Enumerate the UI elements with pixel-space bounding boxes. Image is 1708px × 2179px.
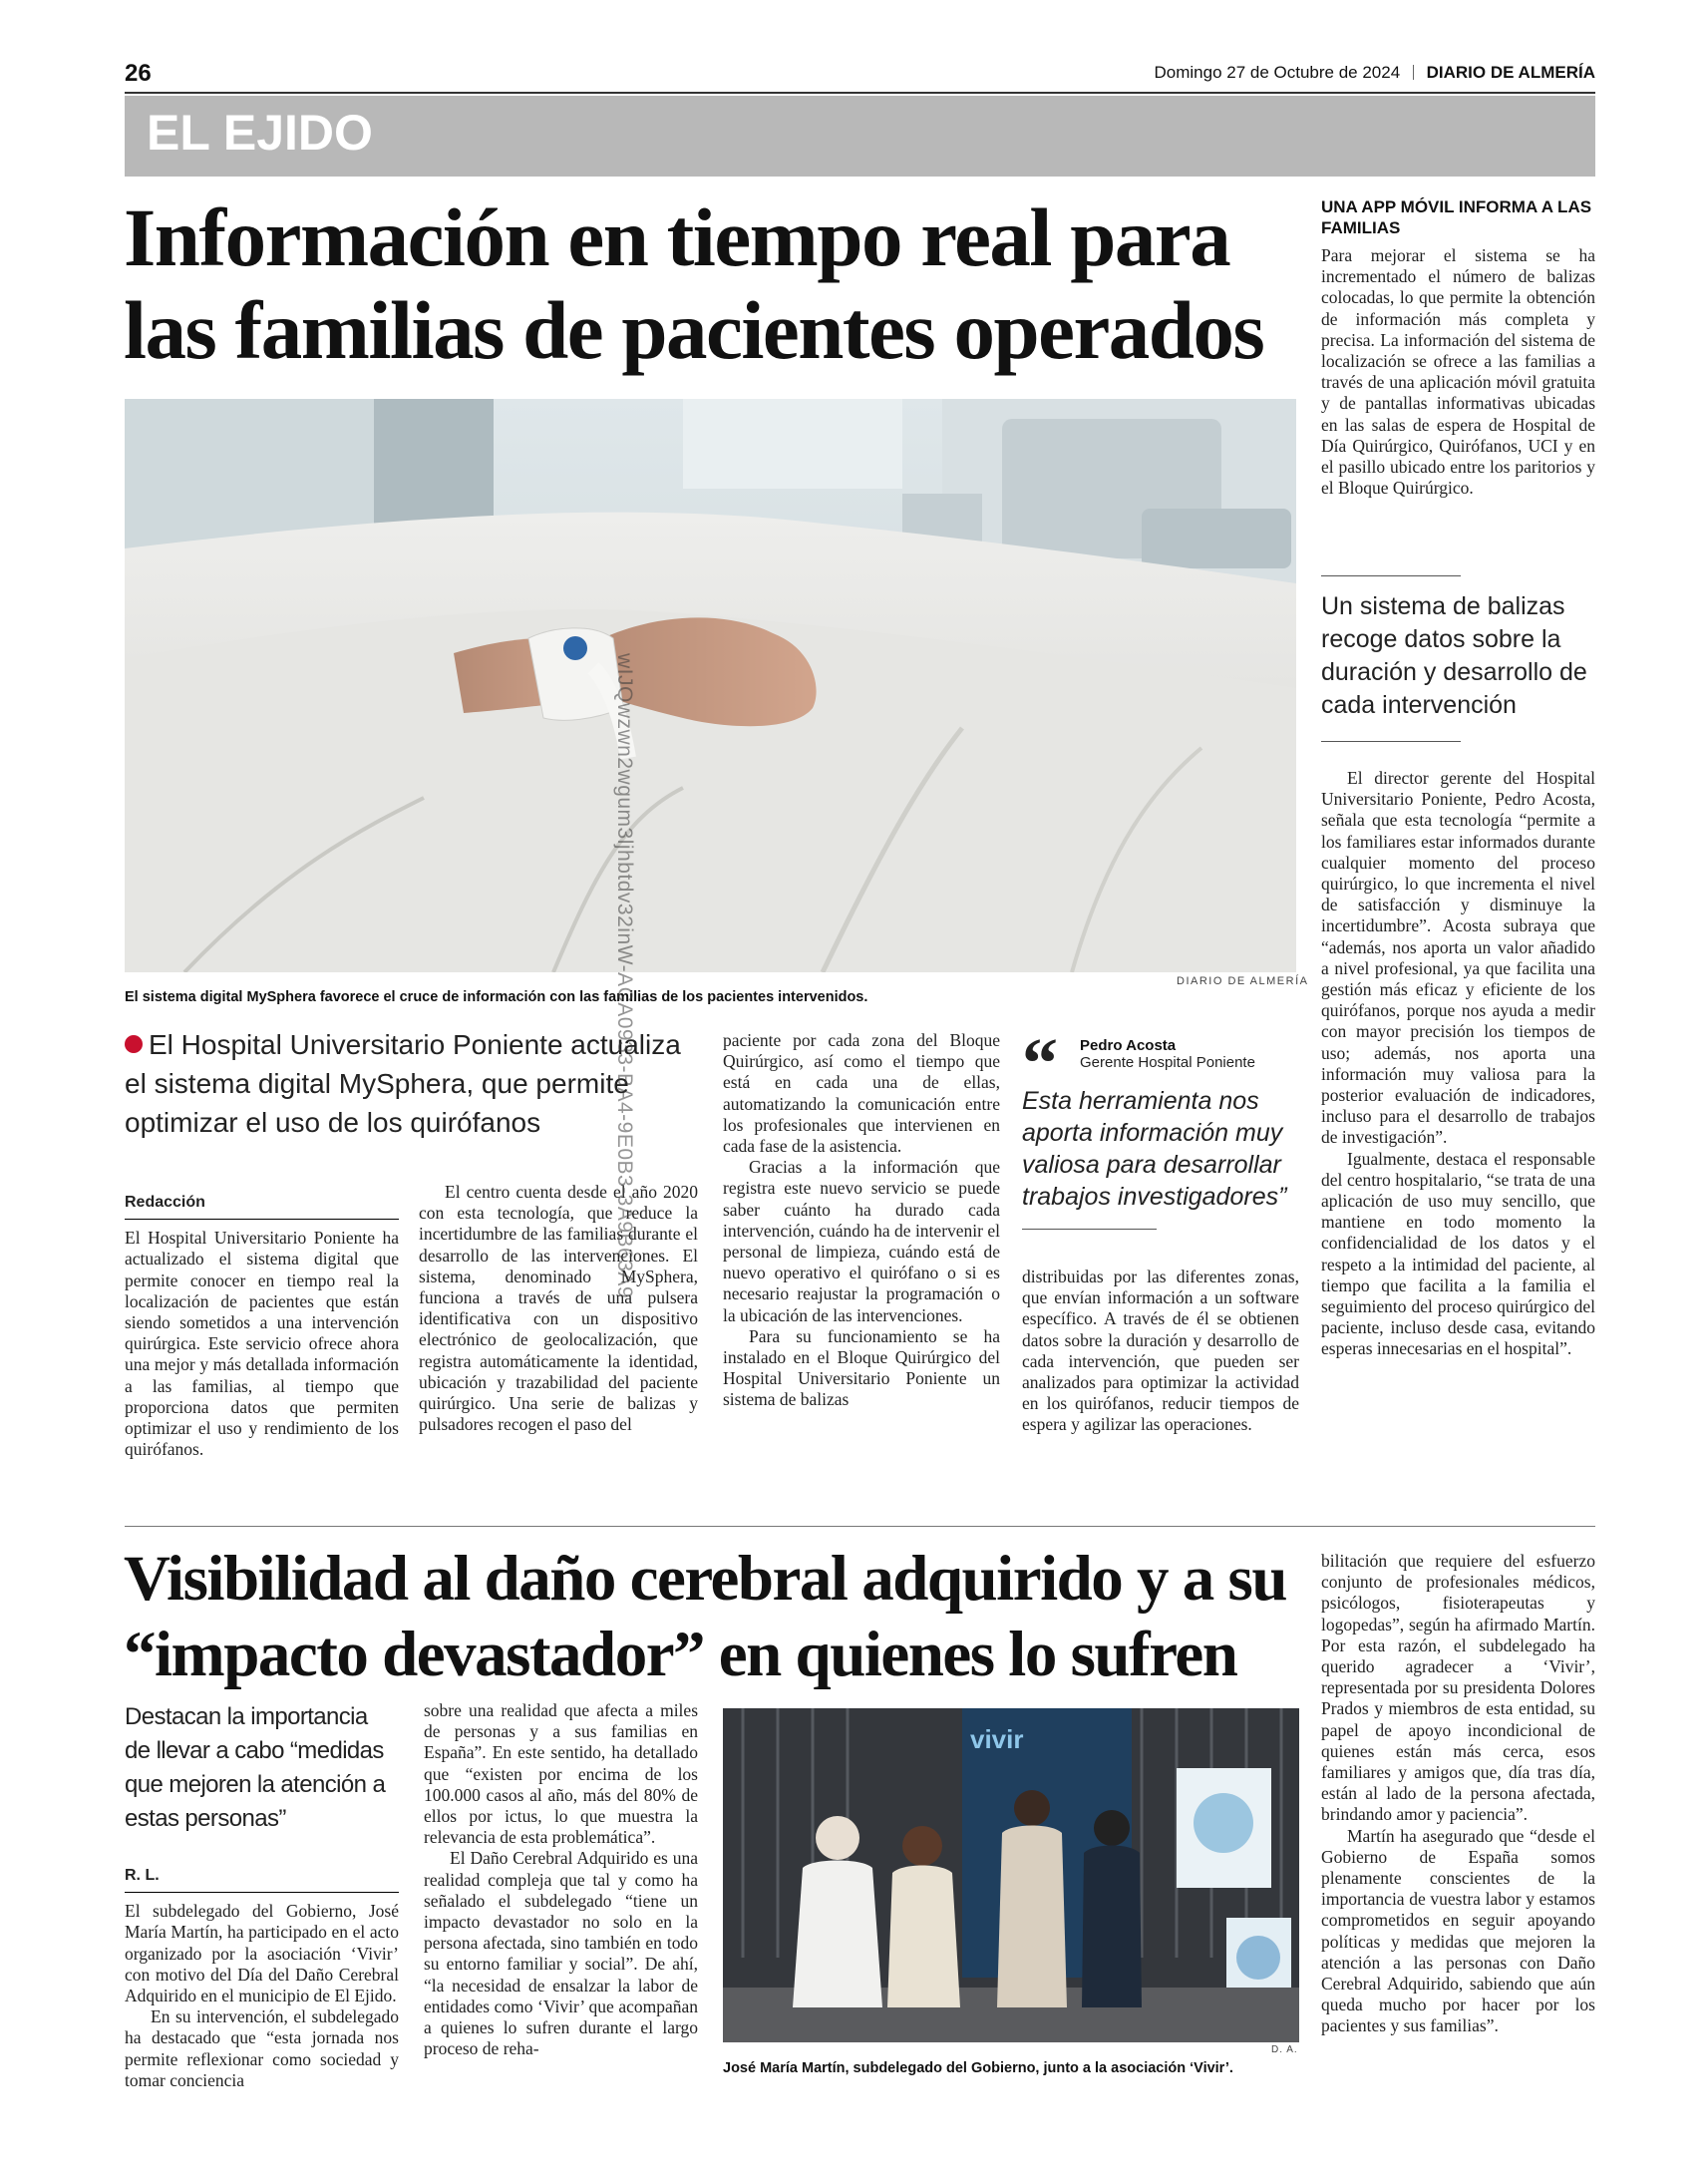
header-rule (125, 92, 1595, 94)
article1-headline-line2: las familias de pacientes operados (124, 284, 1264, 376)
article2-col1-p2: En su intervención, el subdelegado ha destacado que “esta jornada nos permite reflexionar como sociedad y tomar conciencia (125, 2006, 399, 2090)
quote-mark-icon: “ (1022, 1023, 1058, 1103)
article1-byline: Redacción (125, 1192, 399, 1220)
page-number: 26 (125, 60, 152, 87)
article1-quote (1022, 1023, 1301, 1230)
article2-headline-line2: “impacto devastador” en quienes lo sufren (124, 1619, 1237, 1690)
article2-photo-caption: José María Martín, subdelegado del Gobierno, junto a la asociación ‘Vivir’. (723, 2060, 1233, 2076)
article1-subheadline: El Hospital Universitario Poniente actualiza el sistema digital MySphera, que permite optimizar el uso de los quirófanos (125, 1029, 681, 1138)
article-divider (125, 1526, 1595, 1527)
section-band (125, 96, 1595, 177)
article1-pullquote: Un sistema de balizas recoge datos sobre la duración y desarrollo de cada intervención (1321, 592, 1587, 719)
article2-col2-p1: sobre una realidad que afecta a miles de personas y a sus familias en España”. En este sentido, ha detallado que “existen por encima de los 100.000 casos al año, más del 80% de ellos por ictus, lo que muestra la relevancia de esta problemática”. (424, 1700, 698, 1848)
article1-col2 (419, 1182, 698, 1435)
issue-date: Domingo 27 de Octubre de 2024 (1154, 63, 1401, 82)
section-title: EL EJIDO (147, 105, 373, 161)
article2-photo-credit: D. A. (1271, 2044, 1298, 2055)
quote-text: Esta herramienta nos aporta información muy valiosa para desarrollar trabajos investigadores” (1022, 1087, 1287, 1211)
article1-col3 (723, 1030, 1000, 1411)
article1-col3-p2: Gracias a la información que registra este nuevo servicio se puede saber cuánto ha durado cada intervención, cuándo ha de intervenir el personal de limpieza, cuándo está de nuevo operativo el quirófano o si es necesario reajustar la programación o la ubicación de las intervenciones. (723, 1157, 1000, 1325)
quote-rule (1022, 1229, 1157, 1230)
article1-col1-text: El Hospital Universitario Poniente ha actualizado el sistema digital que permite conocer en tiempo real la localización de pacientes que están siendo sometidos a una intervención quirúrgica. Este servicio ofrece ahora una mejor y más detallada información a las familias, al tiempo que proporciona datos que permiten optimizar el uso y rendimiento de los quirófanos. (125, 1228, 399, 1460)
event-photo (723, 1708, 1299, 2042)
article1-photo (125, 399, 1296, 972)
article1-col3-p3: Para su funcionamiento se ha instalado en el Bloque Quirúrgico del Hospital Universitario Poniente un sistema de balizas (723, 1325, 1000, 1410)
article1-col2-text: El centro cuenta desde el año 2020 con esta tecnología, que reduce la incertidumbre de las familias durante el desarrollo de las intervenciones. El sistema, denominado MySphera, funciona a través de una pulsera identificativa con un dispositivo electrónico de geolocalización, que registra automáticamente la identidad, ubicación y trazabilidad del paciente quirúrgico. Una serie de balizas y pulsadores recogen el paso del (419, 1182, 698, 1435)
article2-col2-p2: El Daño Cerebral Adquirido es una realidad compleja que tal y como ha señalado el subdelegado “tiene un impacto devastador no solo en la persona afectada, sino también en todo su entorno familiar y social”. De ahí, “la necesidad de ensalzar la labor de entidades como ‘Vivir’ que acompañan a quienes lo sufren durante el largo proceso de reha- (424, 1848, 698, 2059)
article1-col5-p2: Igualmente, destaca el responsable del centro hospitalario, “se trata de una aplicación de uso muy sencillo, que mantiene en todo momento la confidencialidad de los datos y el respeto a la intimidad del paciente, al tiempo que facilita a la familia el seguimiento del proceso quirúrgico del paciente, incluso desde casa, evitando esperas innecesarias en el hospital”. (1321, 1148, 1595, 1359)
article1-headline (124, 191, 1320, 377)
article1-headline-line1: Información en tiempo real para (124, 191, 1230, 283)
article1-photo-credit: DIARIO DE ALMERÍA (1177, 975, 1309, 987)
article2-col2 (424, 1700, 698, 2059)
article1-col4 (1022, 1267, 1299, 1436)
article1-sidebar-title: UNA APP MÓVIL INFORMA A LAS FAMILIAS (1321, 197, 1592, 237)
article1-photo-caption: El sistema digital MySphera favorece el cruce de información con las familias de los pacientes intervenidos. (125, 989, 868, 1005)
article2-headline (124, 1541, 1320, 1692)
article2-col5-p2: Martín ha asegurado que “desde el Gobierno de España somos plenamente conscientes de la importancia de vuestra labor y estamos comprometidos en seguir apoyando políticas y medidas que mejoren la atención a las personas con Daño Cerebral Adquirido, sabiendo que aún queda mucho por hacer por los pacientes y sus familias”. (1321, 1825, 1595, 2036)
article2-subheadline: Destacan la importancia de llevar a cabo “medidas que mejoren la atención a estas personas” (125, 1703, 386, 1832)
article1-col1 (125, 1192, 399, 1460)
newspaper-name: DIARIO DE ALMERÍA (1426, 63, 1595, 82)
article2-photo (723, 1708, 1299, 2042)
article2-col5-p1: bilitación que requiere del esfuerzo conjunto de profesionales médicos, psicólogos, fisioterapeutas y logopedas”, según ha afirmado Martín. Por esta razón, el subdelegado ha querido agradecer a ‘Vivir’, representada por su presidenta Dolores Prados y miembros de esta entidad, su papel de apoyo incondicional de quienes están más cerca, esos familiares y amigos que, día tras día, están al lado de la persona afectada, brindando amor y paciencia”. (1321, 1551, 1595, 1825)
article1-col4-text: distribuidas por las diferentes zonas, que envían información a un software específico. A través de él se obtienen datos sobre la duración y desarrollo de cada intervención, que pueden ser analizados para optimizar la actividad en los quirófanos, reducir tiempos de espera y agilizar las operaciones. (1022, 1267, 1299, 1435)
issue-date-line (1154, 63, 1595, 83)
article2-col1-p1: El subdelegado del Gobierno, José María Martín, ha participado en el acto organizado por la asociación ‘Vivir’ con motivo del Día del Daño Cerebral Adquirido en el municipio de El Ejido. (125, 1901, 399, 2006)
pullquote-rule-bottom (1321, 741, 1461, 742)
article1-sidebar-text: Para mejorar el sistema se ha incrementado el número de balizas colocadas, lo que permite la obtención de información más completa y precisa. La información del sistema de localización se ofrece a las familias a través de una aplicación móvil gratuita y de pantallas informativas ubicadas en las salas de espera de Hospital de Día Quirúrgico, Quirófanos, UCI y en el pasillo ubicado entre los paritorios y el Bloque Quirúrgico. (1321, 245, 1595, 499)
hospital-bed-photo (125, 399, 1296, 972)
article2-col5 (1321, 1551, 1595, 2037)
quote-name: Pedro Acosta (1080, 1037, 1177, 1054)
vivir-banner-text: vivir (970, 1724, 1024, 1754)
article1-col5-p1: El director gerente del Hospital Universitario Poniente, Pedro Acosta, señala que esta tecnología “permite a los familiares estar informados durante cualquier momento del proceso quirúrgico, lo que incrementa el nivel de satisfacción y disminuye la incertidumbre”. Acosta subraya que “además, nos aporta un valor añadido a nivel profesional, ya que facilita una gestión más eficaz y eficiente de los quirófanos, porque nos ayuda a medir con mayor precisión los tiempos de uso; además, nos aporta una información muy valiosa para la posterior evaluación de indicadores, incluso para el desarrollo de trabajos de investigación”. (1321, 768, 1595, 1148)
watermark: wIJQwzwn2wgum3ljhbtdv32inW-ACA0933-BA4-9E0B3-3A9B63A9 (613, 653, 636, 1299)
pullquote-rule-top (1321, 575, 1461, 576)
article1-sidebar (1321, 245, 1595, 499)
quote-role: Gerente Hospital Poniente (1080, 1054, 1255, 1071)
article1-col3-p1: paciente por cada zona del Bloque Quirúrgico, así como el tiempo que está en cada una de ellas, automatizando la comunicación entre los profesionales que intervienen en cada fase de la asistencia. (723, 1030, 1000, 1157)
article1-col5 (1321, 768, 1595, 1360)
article2-headline-line1: Visibilidad al daño cerebral adquirido y a su (124, 1543, 1286, 1615)
article2-col1 (125, 1865, 399, 2091)
article2-byline: R. L. (125, 1865, 399, 1893)
red-bullet-icon (125, 1035, 143, 1053)
